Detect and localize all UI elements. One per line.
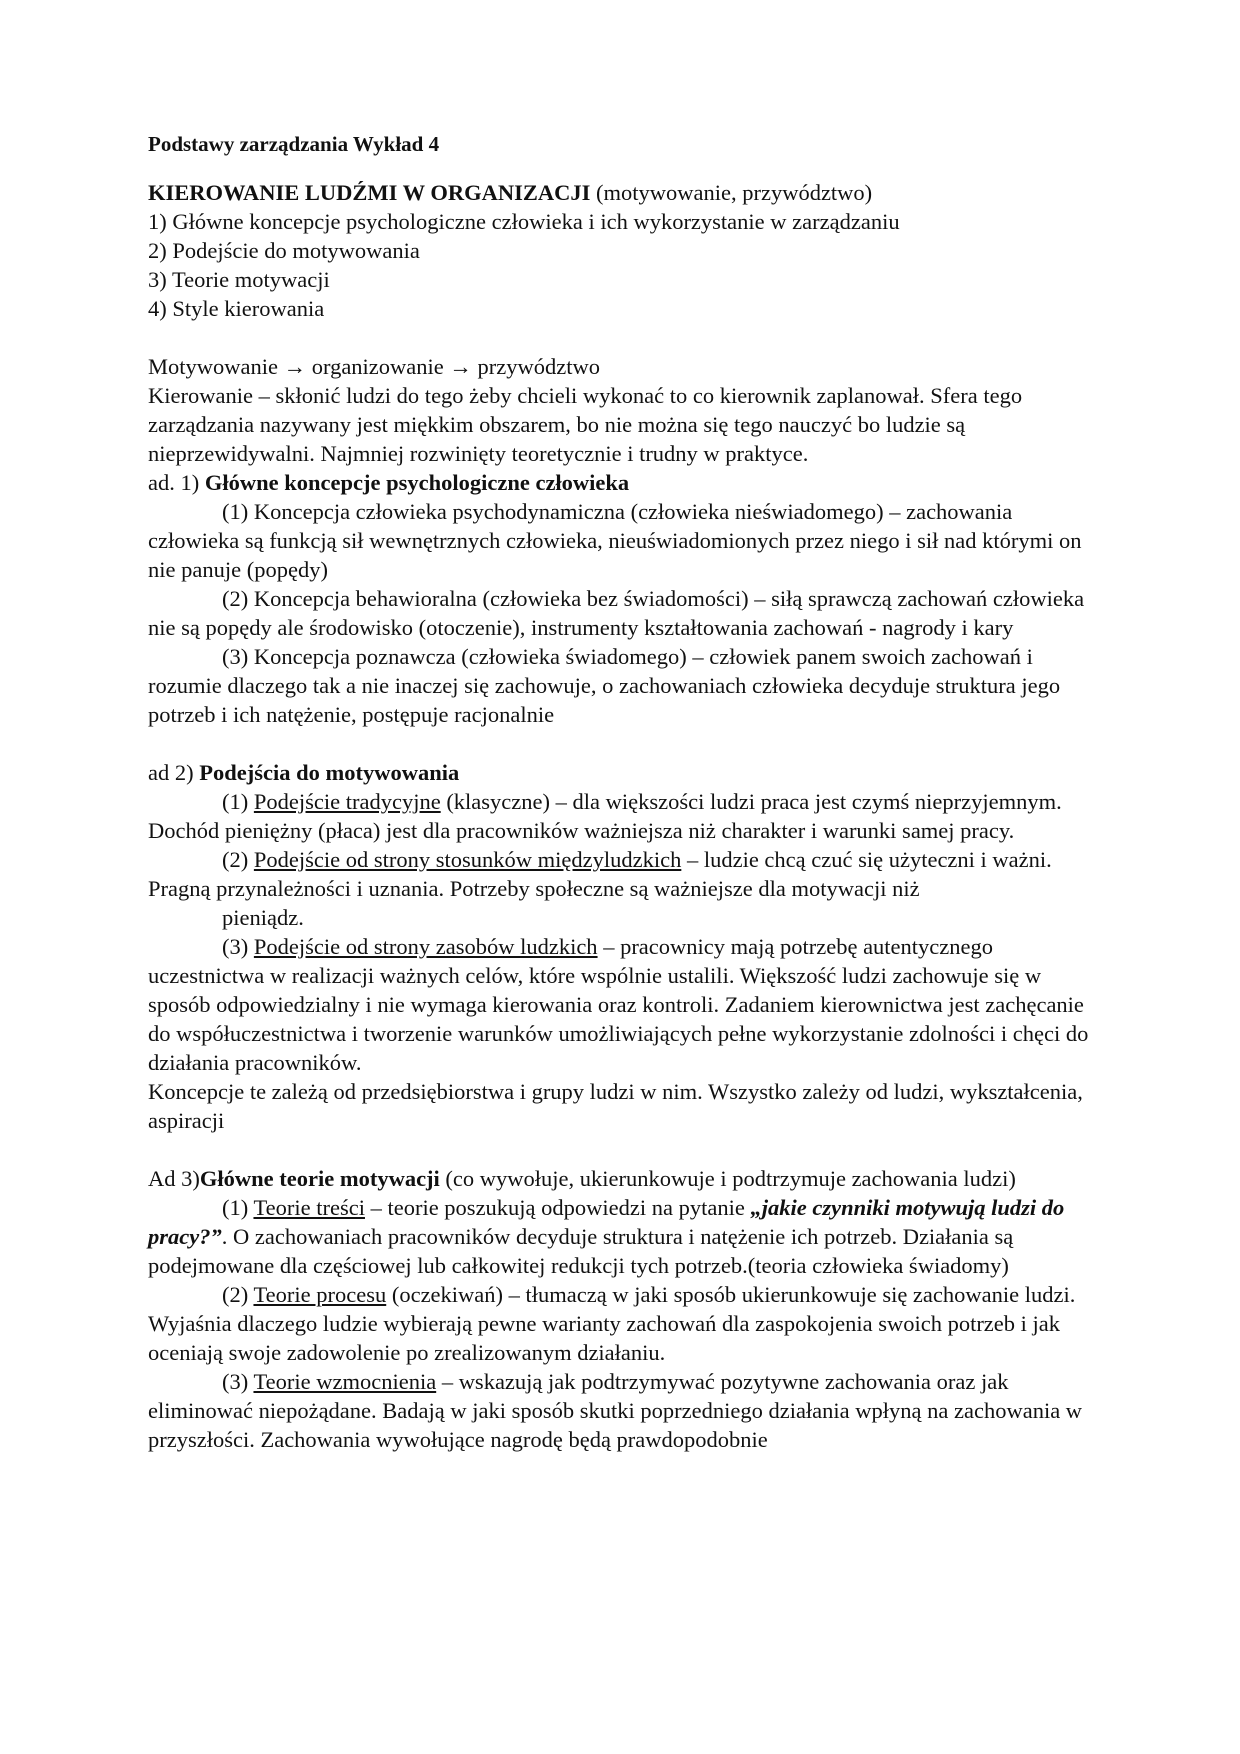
section-2-summary: Koncepcje te zależą od przedsiębiorstwa i grupy ludzi w nim. Wszystko zależy od ludzi, wykształcenia, aspiracji [148, 1079, 1083, 1133]
main-heading: KIEROWANIE LUDŹMI W ORGANIZACJI [148, 180, 591, 205]
definition-paragraph: Kierowanie – skłonić ludzi do tego żeby chcieli wykonać to co kierownik zaplanował. Sfera tego zarządzania nazywany jest miękkim obszarem, bo nie można się tego nauczyć bo ludzie są nieprzewidywalni. Najmniej rozwinięty teoretycznie i trudny w praktyce. [148, 383, 1023, 466]
item-text: – wskazują jak podtrzymywać pozytywne zachowania oraz jak eliminować niepożądane. Badają w jaki sposób skutki poprzedniego działania wpłyną na zachowania w przyszłości. Zachowania wywołujące nagrodę będą prawdopodobnie [148, 1369, 1083, 1452]
item-number: (2) [222, 847, 254, 872]
section-2-item-3 [148, 932, 1108, 1077]
item-number: (2) [222, 1282, 254, 1307]
section-2-heading-line [148, 758, 1108, 787]
section-1-item: (3) Koncepcja poznawcza (człowieka świadomego) – człowiek panem swoich zachowań i rozumie dlaczego tak a nie inaczej się zachowuje, o zachowaniach człowieka decyduje struktura jego potrzeb i ich natężenie, postępuje racjonalnie [148, 644, 1061, 727]
item-quote: „jakie czynniki motywują ludzi do pracy?” [148, 1195, 1065, 1249]
section-3-prefix: Ad 3) [148, 1166, 200, 1191]
section-2-item-2-tail: pieniądz. [222, 905, 304, 930]
section-2-item-2 [148, 845, 1108, 903]
toc-item: 4) Style kierowania [148, 296, 325, 321]
section-3-item-1 [148, 1193, 1108, 1280]
item-term: Podejście tradycyjne [253, 789, 441, 814]
toc-item: 1) Główne koncepcje psychologiczne człowieka i ich wykorzystanie w zarządzaniu [148, 209, 900, 234]
spacer [148, 729, 1108, 758]
main-heading-line [148, 178, 1108, 207]
spacer [148, 1135, 1108, 1164]
item-text: . O zachowaniach pracowników decyduje struktura i natężenie ich potrzeb. Działania są podejmowane dla częściowej lub całkowitej redukcji tych potrzeb.(teoria człowieka świadomy) [148, 1224, 1014, 1278]
main-heading-note: (motywowanie, przywództwo) [590, 180, 873, 205]
toc-item: 3) Teorie motywacji [148, 267, 330, 292]
item-text: (klasyczne) – dla większości ludzi praca jest czymś nieprzyjemnym. Dochód pieniężny (płaca) jest dla pracowników ważniejsza niż charakter i warunki samej pracy. [148, 789, 1062, 843]
section-1-heading: Główne koncepcje psychologiczne człowieka [204, 470, 630, 495]
section-2-prefix: ad 2) [148, 760, 200, 785]
spacer [148, 323, 1108, 352]
section-3-note: (co wywołuje, ukierunkowuje i podtrzymuje zachowania ludzi) [439, 1166, 1016, 1191]
section-3-item-2 [148, 1280, 1108, 1367]
item-term: Teorie wzmocnienia [253, 1369, 437, 1394]
section-3-heading: Główne teorie motywacji [199, 1166, 440, 1191]
item-number: (1) [222, 789, 254, 814]
item-term: Podejście od strony stosunków międzyludzkich [253, 847, 682, 872]
item-number: (1) [222, 1195, 254, 1220]
section-1-item: (1) Koncepcja człowieka psychodynamiczna (człowieka nieświadomego) – zachowania człowieka są funkcją sił wewnętrznych człowieka, nieuświadomionych przez niego i sił nad którymi on nie panuje (popędy) [148, 499, 1082, 582]
section-1-prefix: ad. 1) [148, 470, 205, 495]
document-title: Podstawy zarządzania Wykład 4 [148, 132, 440, 156]
item-text: – teorie poszukują odpowiedzi na pytanie [364, 1195, 751, 1220]
section-2-heading: Podejścia do motywowania [199, 760, 460, 785]
item-term: Teorie procesu [253, 1282, 387, 1307]
item-text: (oczekiwań) – tłumaczą w jaki sposób ukierunkowuje się zachowanie ludzi. Wyjaśnia dlaczego ludzie wybierają pewne warianty zachowań dla zaspokojenia swoich potrzeb i jak oceniają swoje zadowolenie po zrealizowanym działaniu. [148, 1282, 1076, 1365]
section-3-item-3 [148, 1367, 1108, 1454]
toc-item: 2) Podejście do motywowania [148, 238, 420, 263]
item-number: (3) [222, 934, 254, 959]
item-number: (3) [222, 1369, 254, 1394]
section-1-item: (2) Koncepcja behawioralna (człowieka bez świadomości) – siłą sprawczą zachowań człowieka nie są popędy ale środowisko (otoczenie), instrumenty kształtowania zachowań - nagrody i kary [148, 586, 1085, 640]
document-page [148, 130, 1108, 1454]
section-2-item-1 [148, 787, 1108, 845]
item-text: – ludzie chcą czuć się użyteczni i ważni. Pragną przynależności i uznania. Potrzeby społeczne są ważniejsze dla motywacji niż [148, 847, 1052, 901]
item-term: Podejście od strony zasobów ludzkich [253, 934, 598, 959]
section-3-heading-line [148, 1164, 1108, 1193]
section-1-heading-line [148, 468, 1108, 497]
item-term: Teorie treści [253, 1195, 365, 1220]
item-text: – pracownicy mają potrzebę autentycznego uczestnictwa w realizacji ważnych celów, które wspólnie ustalili. Większość ludzi zachowuje się w sposób odpowiedzialny i nie wymaga kierowania oraz kontroli. Zadaniem kierownictwa jest zachęcanie do współuczestnictwa i tworzenie warunków umożliwiających pełne wykorzystanie zdolności i chęci do działania pracowników. [148, 934, 1089, 1075]
flow-line: Motywowanie → organizowanie → przywództwo [148, 354, 600, 379]
